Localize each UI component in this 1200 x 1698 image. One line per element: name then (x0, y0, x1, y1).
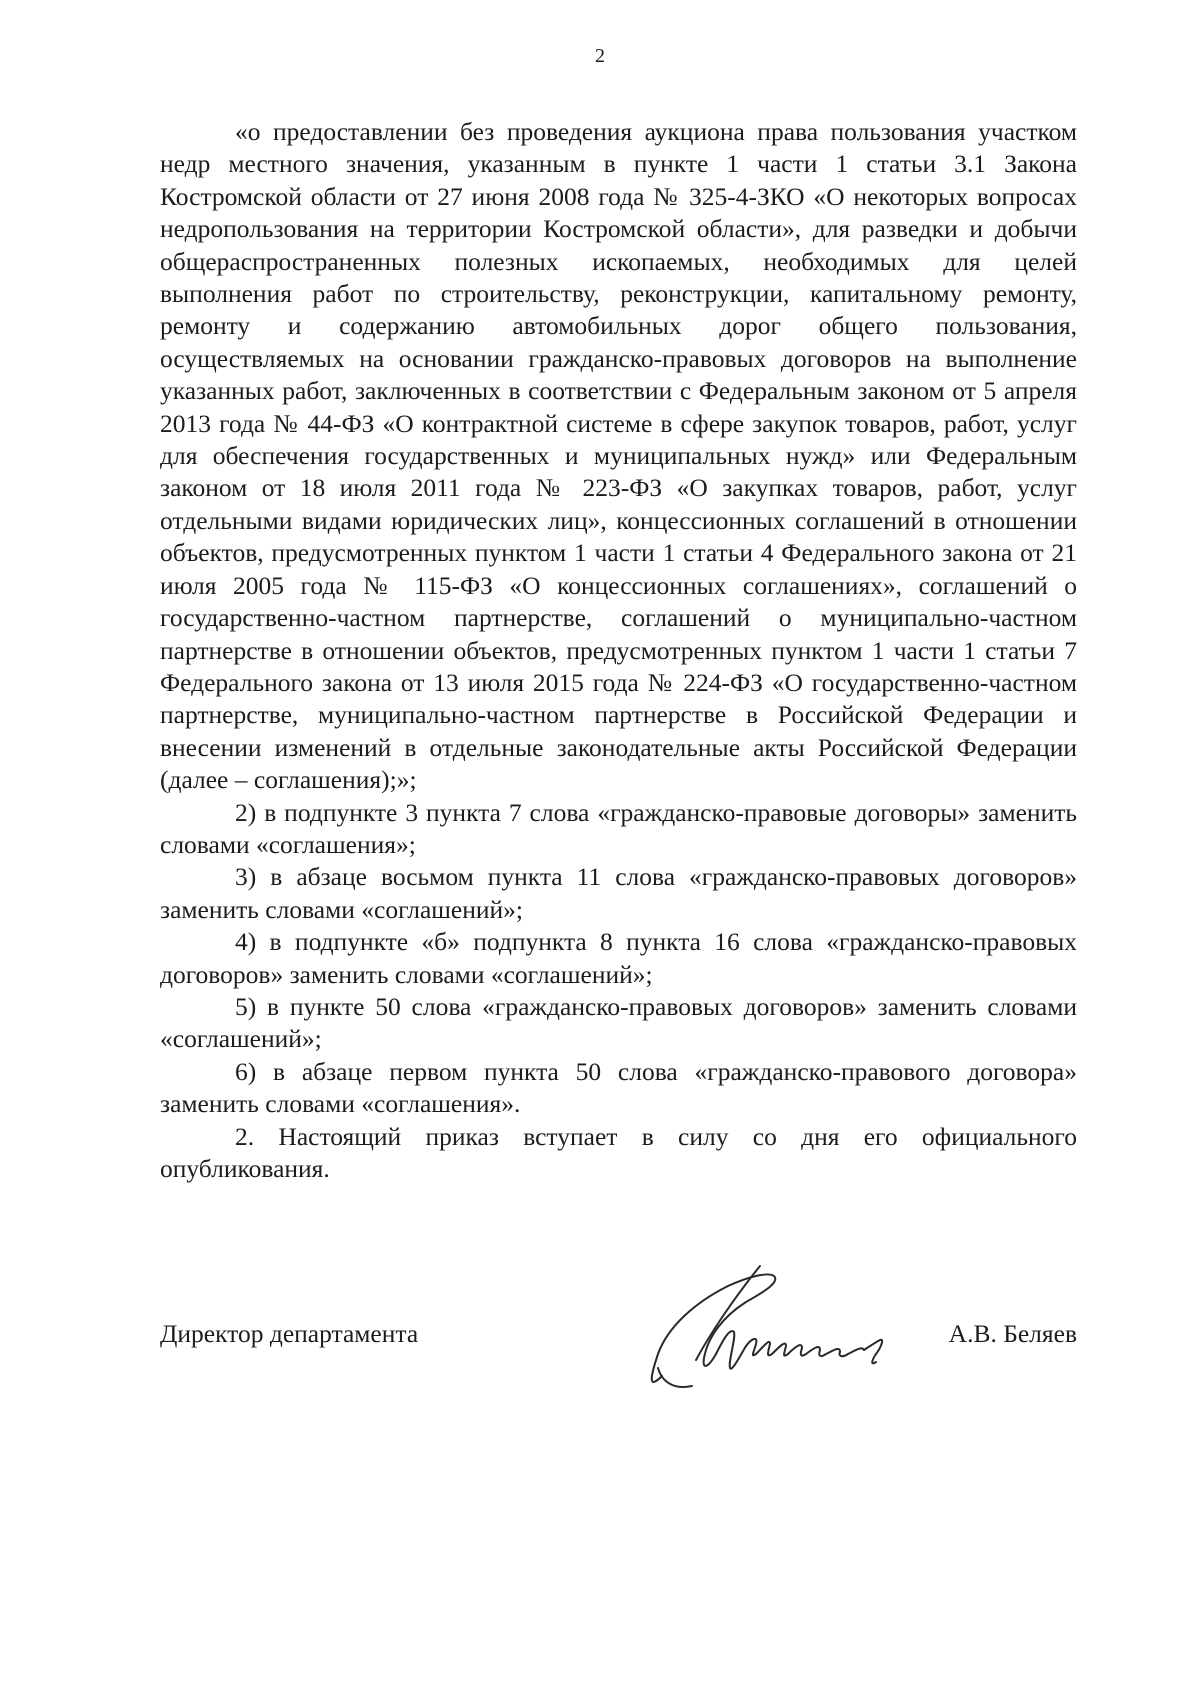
paragraph-item-5: 5) в пункте 50 слова «гражданско-правовых договоров» заменить словами «соглашений»; (160, 991, 1077, 1054)
paragraph-item-2: 2) в подпункте 3 пункта 7 слова «гражданско-правовые договоры» заменить словами «соглашения»; (160, 797, 1077, 859)
page-number: 2 (595, 45, 605, 67)
signatory-name: А.В. Беляев (948, 1319, 1077, 1348)
paragraph-effective-date: 2. Настоящий приказ вступает в силу со дня его официального опубликования. (160, 1121, 1077, 1183)
document-body (160, 116, 1077, 1185)
paragraph-item-6: 6) в абзаце первом пункта 50 слова «гражданско-правового договора» заменить словами «соглашения». (160, 1056, 1077, 1119)
signature-block (160, 1310, 1077, 1370)
paragraph-item-3: 3) в абзаце восьмом пункта 11 слова «гражданско-правовых договоров» заменить словами «соглашений»; (160, 862, 1077, 924)
signatory-position: Директор департамента (160, 1319, 419, 1348)
handwritten-signature (600, 1258, 920, 1408)
paragraph-item-4: 4) в подпункте «б» подпункта 8 пункта 16 слова «гражданско-правовых договоров» заменить словами «соглашений»; (160, 927, 1077, 989)
paragraph-continuation: «о предоставлении без проведения аукциона права пользования участком недр местного значения, указанным в пункте 1 части 1 статьи 3.1 Закона Костромской области от 27 июня 2008 года № 325-4-ЗКО «О некоторых вопросах недропользования на территории Костромской области», для разведки и добычи общераспространенных полезных ископаемых, необходимых для целей выполнения работ по строительству, реконструкции, капитальному ремонту, ремонту и содержанию автомобильных дорог общего пользования, осуществляемых на основании гражданско-правовых договоров на выполнение указанных работ, заключенных в соответствии с Федеральным законом от 5 апреля 2013 года № 44-ФЗ «О контрактной системе в сфере закупок товаров, работ, услуг для обеспечения государственных и муниципальных нужд» или Федеральным законом от 18 июля 2011 года № 223-ФЗ «О закупках товаров, работ, услуг отдельными видами юридических лиц», концессионных соглашений в отношении объектов, предусмотренных пунктом 1 части 1 статьи 4 Федерального закона от 21 июля 2005 года № 115-ФЗ «О концессионных соглашениях», соглашений о государственно-частном партнерстве, соглашений о муниципально-частном партнерстве в отношении объектов, предусмотренных пунктом 1 части 1 статьи 7 Федерального закона от 13 июля 2015 года № 224-ФЗ «О государственно-частном партнерстве, муниципально-частном партнерстве в Российской Федерации и внесении изменений в отдельные законодательные акты Российской Федерации (далее – соглашения);»; (160, 117, 1077, 795)
